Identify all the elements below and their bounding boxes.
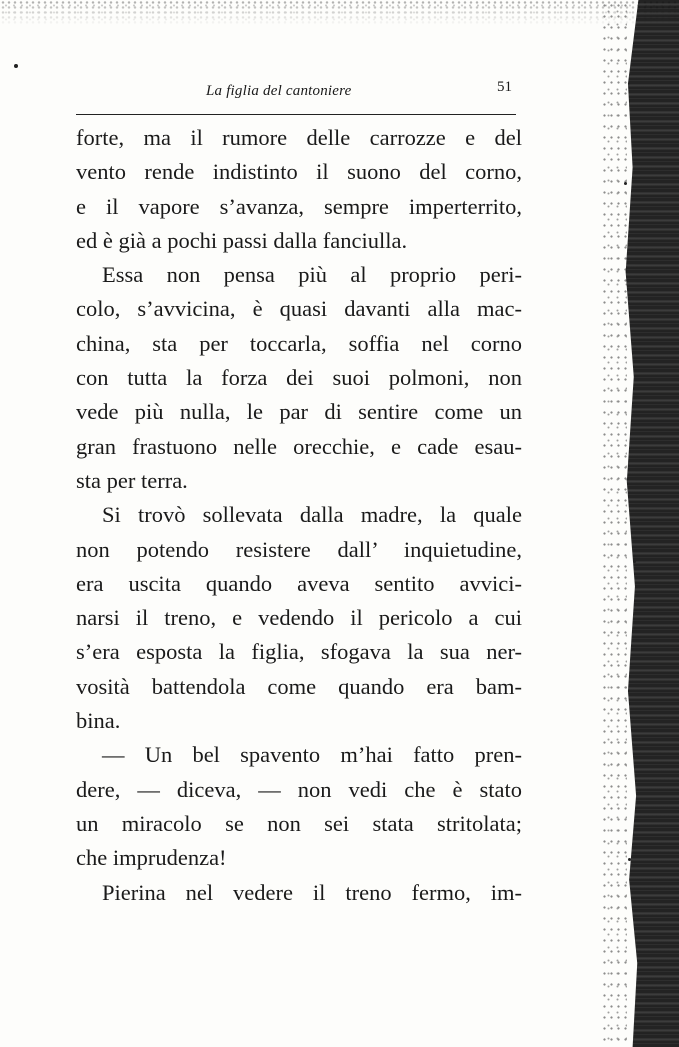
text-line: — Un bel spavento m’hai fatto pren- <box>102 742 522 768</box>
text-line: bina. <box>76 708 121 734</box>
scan-edge-speckle <box>601 0 627 1047</box>
text-line: Pierina nel vedere il treno fermo, im- <box>102 879 522 905</box>
text-line: colo, s’avvicina, è quasi davanti alla mac- <box>76 296 522 322</box>
running-title: La figlia del cantoniere <box>206 83 352 99</box>
running-header <box>76 78 516 115</box>
text-line: non potendo resistere dall’ inquietudine, <box>76 536 522 562</box>
text-line: era uscita quando aveva sentito avvici- <box>76 570 522 596</box>
text-line: vosità battendola come quando era bam- <box>76 673 522 699</box>
body-text <box>76 121 522 910</box>
page-number: 51 <box>497 79 512 95</box>
text-line: e il vapore s’avanza, sempre imperterrito, <box>76 193 522 219</box>
text-line: Si trovò sollevata dalla madre, la quale <box>102 502 522 528</box>
text-line: gran frastuono nelle orecchie, e cade esau- <box>76 433 522 459</box>
scan-speck <box>628 858 631 861</box>
scan-top-edge <box>0 0 679 26</box>
text-line: vede più nulla, le par di sentire come un <box>76 399 522 425</box>
text-line: forte, ma il rumore delle carrozze e del <box>76 125 522 150</box>
text-line: china, sta per toccarla, soffia nel corno <box>76 330 522 356</box>
scan-speck <box>633 560 636 563</box>
text-line: Essa non pensa più al proprio peri- <box>102 262 522 288</box>
scan-speck <box>14 64 18 68</box>
text-line: che imprudenza! <box>76 845 227 871</box>
text-line: sta per terra. <box>76 467 188 493</box>
text-line: con tutta la forza dei suoi polmoni, non <box>76 365 522 391</box>
text-line: s’era esposta la figlia, sfogava la sua ner- <box>76 639 522 665</box>
text-line: narsi il treno, e vedendo il pericolo a cui <box>76 605 522 631</box>
scan-speck <box>624 182 627 185</box>
scan-torn-right-edge <box>621 0 679 1047</box>
text-line: ed è già a pochi passi dalla fanciulla. <box>76 227 408 253</box>
text-line: un miracolo se non sei stata stritolata; <box>76 810 522 836</box>
text-line: dere, — diceva, — non vedi che è stato <box>76 776 522 802</box>
text-line: vento rende indistinto il suono del corno, <box>76 159 522 185</box>
